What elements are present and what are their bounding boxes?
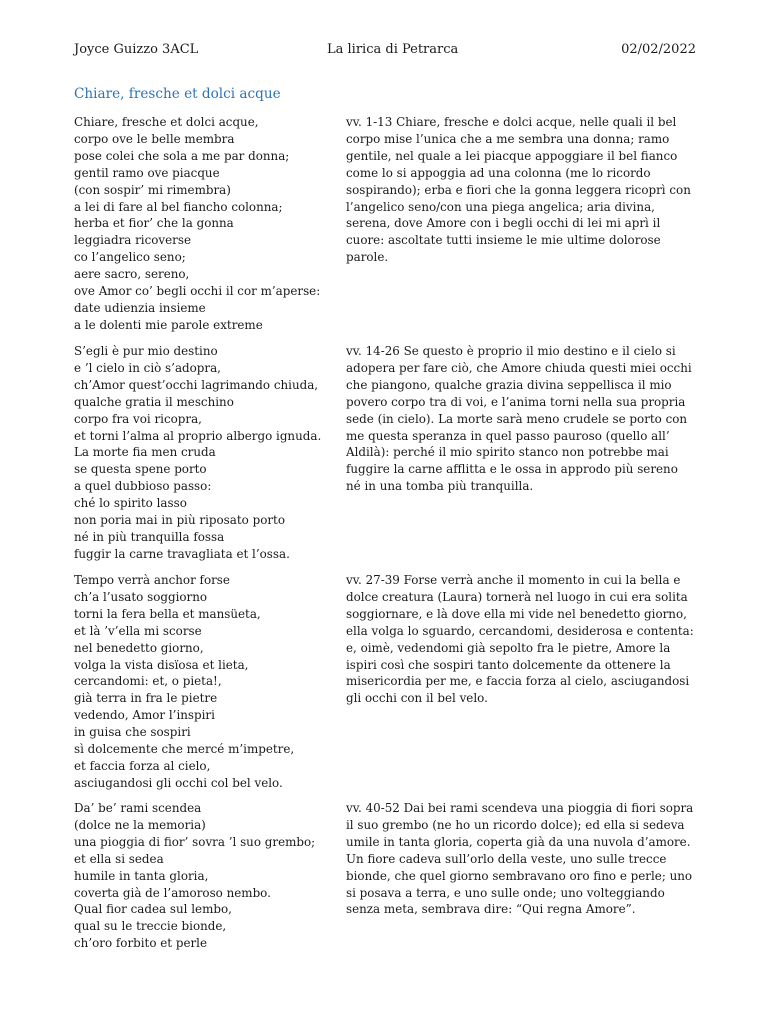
verse-line: a le dolenti mie parole extreme <box>74 317 263 332</box>
verse-line: aere sacro, sereno, <box>74 267 190 282</box>
verse-line: Da’ be’ rami scendea <box>74 801 202 815</box>
verse-line: a lei di fare al bel fiancho colonna; <box>74 199 283 214</box>
verse-line: et là ’v’ella mi scorse <box>74 623 202 638</box>
verse-line: sì dolcemente che mercé m’impetre, <box>74 742 295 757</box>
paraphrase-3: vv. 27-39 Forse verrà anche il momento in cui la bella e dolce creatura (Laura) tornerà nel luogo in cui era solita soggiornare, e là dove ella mi vide nel benedetto giorno, ella volga lo sguardo, cercandomi, desiderosa e contenta: e, oimè, vedendomi già sepolto fra le pietre, Amore la ispiri così che sospiri tanto dolcemente da ottenere la misericordia per me, e faccia forza al cielo, asciugandosi gli occhi con il bel velo. <box>346 573 694 706</box>
stanza-1 <box>74 114 338 334</box>
verse-line: co l’angelico seno; <box>74 250 186 265</box>
verse-line: humile in tanta gloria, <box>74 868 209 883</box>
stanza-4 <box>74 800 338 952</box>
verse-line: una pioggia di fior’ sovra ’l suo grembo; <box>74 834 316 849</box>
page-header <box>74 42 696 60</box>
verse-line: qual su le treccie bionde, <box>74 919 227 934</box>
verse-line: ove Amor co’ begli occhi il cor m’aperse: <box>74 284 321 299</box>
verse-line: ch’a l’usato soggiorno <box>74 589 208 604</box>
verse-line: ch’Amor quest’occhi lagrimando chiuda, <box>74 377 319 392</box>
paraphrase-1: vv. 1-13 Chiare, fresche e dolci acque, nelle quali il bel corpo mise l’unica che a me sembra una donna; ramo gentile, nel quale a lei piacque appoggiare il bel fianco come lo si appoggia ad una colonna (me lo ricordo sospirando); erba e fiori che la gonna leggera ricoprì con l’angelico seno/con una piega angelica; aria divina, serena, dove Amore con i begli occhi di lei mi aprì il cuore: ascoltate tutti insieme le mie ultime dolorose parole. <box>346 115 691 265</box>
verse-line: nel benedetto giorno, <box>74 640 204 655</box>
verse-line: corpo ove le belle membra <box>74 131 235 146</box>
verse-line: (dolce ne la memoria) <box>74 817 206 832</box>
verse-line: et ella si sedea <box>74 851 164 866</box>
verse-line: cercandomi: et, o pieta!, <box>74 674 222 689</box>
verse-line: (con sospir’ mi rimembra) <box>74 182 231 197</box>
verse-line: torni la fera bella et mansüeta, <box>74 606 261 621</box>
verse-line: e ’l cielo in ciò s’adopra, <box>74 360 221 375</box>
verse-line: ché lo spirito lasso <box>74 496 187 511</box>
verse-line: se questa spene porto <box>74 462 207 477</box>
stanza-3 <box>74 572 338 792</box>
paraphrase-2: vv. 14-26 Se questo è proprio il mio destino e il cielo si adopera per fare ciò, che Amore chiuda questi miei occhi che piangono, qualche grazia divina seppellisca il mio povero corpo tra di voi, e l’anima torni nella sua propria sede (in cielo). La morte sarà meno crudele se porto con me questa speranza in quel passo pauroso (quello all’ Aldilà): perché il mio spirito stanco non potrebbe mai fuggire la carne afflitta e le ossa in approdo più sereno né in una tomba più tranquilla. <box>346 344 692 494</box>
verse-line: vedendo, Amor l’inspiri <box>74 708 215 723</box>
verse-line: S’egli è pur mio destino <box>74 344 218 358</box>
verse-line: corpo fra voi ricopra, <box>74 411 202 426</box>
verse-line: La morte fia men cruda <box>74 445 216 460</box>
verse-line: Chiare, fresche et dolci acque, <box>74 115 259 129</box>
verse-line: né in più tranquilla fossa <box>74 529 225 544</box>
poem-title: Chiare, fresche et dolci acque <box>74 86 281 102</box>
verse-line: leggiadra ricoverse <box>74 233 192 248</box>
verse-line: volga la vista disïosa et lieta, <box>74 657 249 672</box>
header-author: Joyce Guizzo 3ACL <box>74 42 199 57</box>
verse-line: herba et fior’ che la gonna <box>74 216 234 231</box>
verse-line: a quel dubbioso passo: <box>74 479 212 494</box>
stanza-2 <box>74 343 338 563</box>
verse-line: pose colei che sola a me par donna; <box>74 148 290 163</box>
verse-line: ch’oro forbito et perle <box>74 936 208 951</box>
header-subject: La lirica di Petrarca <box>327 42 459 57</box>
paraphrase-4: vv. 40-52 Dai bei rami scendeva una pioggia di fiori sopra il suo grembo (ne ho un ricordo dolce); ed ella si sedeva umile in tanta gloria, coperta già da una nuvola d’amore. Un fiore cadeva sull’orlo della veste, uno sulle trecce bionde, che quel giorno sembravano oro fino e perle; uno si posava a terra, e uno sulle onde; uno volteggiando senza meta, sembrava dire: “Qui regna Amore”. <box>346 801 694 917</box>
verse-line: qualche gratia il meschino <box>74 394 234 409</box>
verse-line: Tempo verrà anchor forse <box>74 573 230 587</box>
verse-line: asciugandosi gli occhi col bel velo. <box>74 775 283 790</box>
verse-line: et faccia forza al cielo, <box>74 758 211 773</box>
header-date: 02/02/2022 <box>621 42 696 57</box>
verse-line: fuggir la carne travagliata et l’ossa. <box>74 546 290 561</box>
verse-line: non poria mai in più riposato porto <box>74 513 285 528</box>
verse-line: date udienzia insieme <box>74 300 206 315</box>
verse-line: et torni l’alma al proprio albergo ignuda. <box>74 428 322 443</box>
verse-line: gentil ramo ove piacque <box>74 165 220 180</box>
verse-line: coverta già de l’amoroso nembo. <box>74 885 271 900</box>
verse-line: in guisa che sospiri <box>74 725 191 740</box>
verse-line: già terra in fra le pietre <box>74 691 218 706</box>
verse-line: Qual fior cadea sul lembo, <box>74 902 232 917</box>
